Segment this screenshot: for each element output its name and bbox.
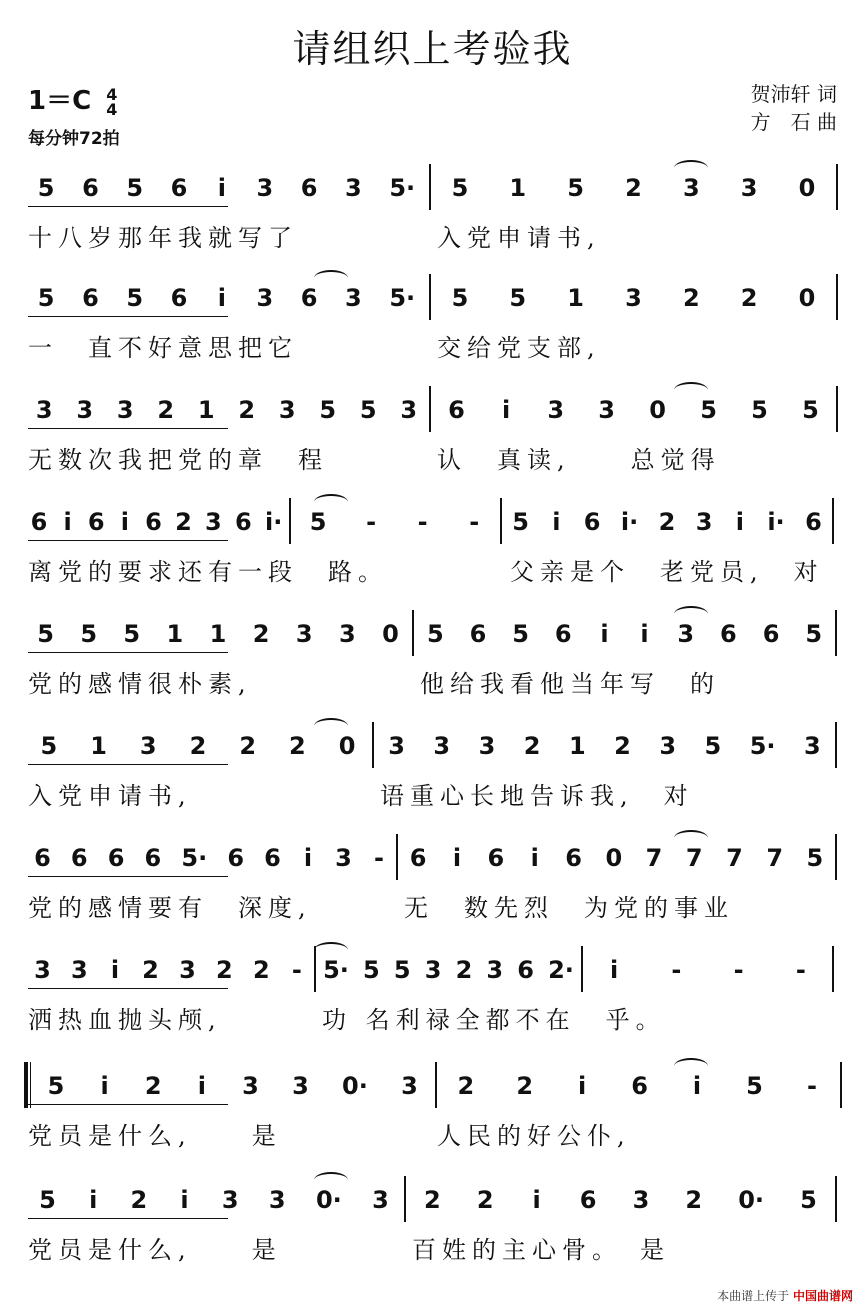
note: 3 — [76, 396, 94, 424]
note: 3 — [256, 174, 274, 202]
slur-mark — [314, 718, 348, 734]
note: 2 — [476, 1186, 494, 1214]
note: 0 — [382, 620, 399, 648]
note: 6 — [144, 844, 162, 872]
note: 5 — [509, 284, 527, 312]
note: 3 — [659, 732, 677, 760]
lyric-line: 百姓的主心骨。 是 — [412, 1236, 670, 1264]
lyric-line: 洒热血抛头颅, — [28, 1006, 222, 1034]
note: i — [100, 1072, 109, 1100]
score-system — [24, 270, 842, 380]
note: 1 — [567, 284, 584, 312]
note: 3 — [345, 174, 362, 202]
note: 5 — [802, 396, 819, 424]
note: 3 — [625, 284, 642, 312]
note: 5 — [37, 620, 54, 648]
note: 5 — [567, 174, 584, 202]
note: 3 — [116, 396, 134, 424]
note: 2 — [144, 1072, 162, 1100]
note: - — [373, 844, 384, 872]
note: 5 — [426, 620, 444, 648]
note: 5· — [389, 174, 416, 202]
note: i — [180, 1186, 189, 1214]
lyric-line: 交给党支部, — [437, 334, 601, 362]
note: 3 — [139, 732, 157, 760]
note: 2 — [455, 956, 473, 984]
score-system — [24, 382, 842, 492]
note: 0· — [315, 1186, 342, 1214]
measure — [24, 160, 429, 216]
note: 3 — [71, 956, 88, 984]
measure — [24, 382, 429, 438]
measure — [24, 606, 412, 662]
slur-mark — [674, 160, 708, 176]
lyric-line: 离党的要求还有一段 路。 — [28, 558, 388, 586]
note: 2· — [548, 956, 574, 984]
beam-line — [28, 764, 228, 765]
measure — [431, 382, 836, 438]
note: 3 — [205, 508, 222, 536]
site-logo: 中国曲谱网 — [792, 1289, 853, 1303]
note: 5 — [704, 732, 722, 760]
lyric-line: 十八岁那年我就写了 — [28, 224, 298, 252]
note: i· — [264, 508, 283, 536]
note: 6 — [448, 396, 465, 424]
note: 0 — [798, 174, 816, 202]
note: 5 — [512, 508, 529, 536]
note: 2 — [252, 956, 270, 984]
note: 0 — [649, 396, 666, 424]
note: 5 — [805, 620, 823, 648]
lyrics-row — [24, 218, 842, 254]
note: 3 — [34, 956, 51, 984]
note: 6 — [170, 174, 188, 202]
notes-row — [24, 494, 842, 550]
note: 5 — [806, 844, 824, 872]
beam-line — [28, 540, 228, 541]
note: 2 — [289, 732, 306, 760]
time-top: 4 — [106, 84, 118, 104]
note: 5 — [37, 284, 55, 312]
note: 6 — [565, 844, 582, 872]
note: 5 — [359, 396, 377, 424]
note: 5 — [451, 284, 469, 312]
score-system — [24, 1058, 842, 1168]
lyric-line: 入党申请书, — [28, 782, 192, 810]
note: 6 — [170, 284, 188, 312]
lyrics-row — [24, 440, 842, 476]
song-title: 请组织上考验我 — [292, 27, 573, 71]
repeat-barline — [24, 1062, 31, 1108]
notes-row — [24, 1058, 842, 1114]
note: 3 — [424, 956, 442, 984]
measure — [316, 942, 581, 998]
note: 6 — [145, 508, 162, 536]
barline — [832, 946, 834, 992]
note: - — [795, 956, 806, 984]
note: 5 — [126, 174, 144, 202]
measure — [398, 830, 835, 886]
note: 6 — [517, 956, 534, 984]
beam-line — [28, 988, 228, 989]
note: 3 — [486, 956, 504, 984]
note: 3 — [695, 508, 713, 536]
lyric-line: 认 真读, 总觉得 — [437, 446, 721, 474]
key-signature — [28, 80, 117, 117]
footer-credit — [717, 1287, 853, 1304]
slur-mark — [674, 606, 708, 622]
beam-line — [28, 1218, 228, 1219]
score-system — [24, 160, 842, 270]
note: 6 — [487, 844, 505, 872]
note: i — [89, 1186, 98, 1214]
note: 5· — [181, 844, 208, 872]
barline — [835, 1176, 837, 1222]
note: 2 — [239, 732, 257, 760]
barline — [836, 164, 838, 210]
measure — [24, 830, 396, 886]
time-bottom: 4 — [106, 99, 118, 119]
note: 3 — [242, 1072, 259, 1100]
lyric-line: 无 数先烈 为党的事业 — [404, 894, 734, 922]
note: 6 — [631, 1072, 648, 1100]
note: i — [63, 508, 72, 536]
note: 3 — [547, 396, 565, 424]
note: 3 — [345, 284, 362, 312]
note: 2 — [130, 1186, 148, 1214]
note: 3 — [677, 620, 695, 648]
note: 2 — [682, 284, 700, 312]
note: 1 — [509, 174, 527, 202]
note: 2 — [516, 1072, 534, 1100]
lyrics-row — [24, 328, 842, 364]
lyric-line: 党员是什么, 是 — [28, 1236, 282, 1264]
note: 5 — [800, 1186, 817, 1214]
lyrics-row — [24, 888, 842, 924]
beam-line — [28, 428, 228, 429]
note: 3 — [338, 620, 356, 648]
note: 3 — [598, 396, 615, 424]
note: 5 — [309, 508, 327, 536]
lyric-line: 党员是什么, 是 — [28, 1122, 282, 1150]
slur-mark — [314, 494, 348, 510]
measure — [502, 494, 832, 550]
note: i· — [620, 508, 639, 536]
note: 6 — [579, 1186, 597, 1214]
note: 2 — [189, 732, 207, 760]
note: 3 — [221, 1186, 239, 1214]
barline — [835, 722, 837, 768]
note: 3 — [632, 1186, 650, 1214]
note: i· — [767, 508, 785, 536]
lyric-line: 党的感情要有 深度, — [28, 894, 312, 922]
note: i — [640, 620, 649, 648]
note: 3 — [278, 396, 296, 424]
note: 2 — [625, 174, 642, 202]
note: 5 — [451, 174, 469, 202]
note: - — [733, 956, 744, 984]
note: 5 — [39, 1186, 56, 1214]
barline — [832, 498, 834, 544]
composer-credit: 方 石 曲 — [750, 110, 837, 134]
lyric-line: 人民的好公仆, — [437, 1122, 631, 1150]
note: 7 — [726, 844, 743, 872]
note: i — [501, 396, 511, 424]
score-system — [24, 718, 842, 828]
note: 1 — [166, 620, 184, 648]
note: 5 — [751, 396, 768, 424]
note: 6 — [300, 284, 318, 312]
note: 5 — [123, 620, 141, 648]
note: 6 — [107, 844, 125, 872]
note: 2 — [740, 284, 758, 312]
note: 6 — [409, 844, 427, 872]
note: i — [197, 1072, 206, 1100]
note: 5 — [47, 1072, 65, 1100]
note: 0· — [342, 1072, 368, 1100]
lyric-line: 语重心长地告诉我, 对 — [380, 782, 694, 810]
lyric-line: 功 名利禄全都不在 乎。 — [322, 1006, 666, 1034]
lyrics-row — [24, 1230, 842, 1266]
note: 1 — [90, 732, 107, 760]
lyric-line: 他给我看他当年写 的 — [420, 670, 720, 698]
beam-line — [28, 1104, 228, 1105]
measure — [24, 942, 314, 998]
note: 6 — [264, 844, 281, 872]
slur-mark — [314, 270, 348, 286]
note: 3 — [256, 284, 274, 312]
time-signature — [106, 84, 118, 119]
score-system — [24, 606, 842, 716]
note: i — [532, 1186, 541, 1214]
note: i — [110, 956, 120, 984]
notes-row — [24, 606, 842, 662]
note: - — [366, 508, 377, 536]
notes-row — [24, 270, 842, 326]
note: 6 — [34, 844, 51, 872]
note: i — [452, 844, 462, 872]
note: 5 — [700, 396, 717, 424]
measure — [431, 270, 836, 326]
note: i — [217, 174, 227, 202]
note: 3 — [335, 844, 352, 872]
score-system — [24, 1172, 842, 1282]
note: 5· — [323, 956, 349, 984]
score-system — [24, 942, 842, 1052]
note: 1 — [197, 396, 215, 424]
note: i — [610, 956, 619, 984]
note: 2 — [157, 396, 175, 424]
note: 3 — [682, 174, 700, 202]
note: 3 — [179, 956, 196, 984]
note: i — [552, 508, 561, 536]
measure — [24, 270, 429, 326]
note: 2 — [658, 508, 676, 536]
notes-row — [24, 1172, 842, 1228]
note: 1 — [209, 620, 227, 648]
lyrics-row — [24, 664, 842, 700]
note: i — [735, 508, 744, 536]
lyricist-credit: 贺沛轩 词 — [750, 82, 837, 106]
note: 3 — [268, 1186, 286, 1214]
note: - — [291, 956, 302, 984]
beam-line — [28, 316, 228, 317]
note: 7 — [766, 844, 784, 872]
beam-line — [28, 876, 228, 877]
measure — [431, 160, 836, 216]
note: 2 — [424, 1186, 441, 1214]
beam-line — [28, 652, 228, 653]
note: 3 — [292, 1072, 309, 1100]
note: 0 — [605, 844, 623, 872]
note: 2 — [238, 396, 256, 424]
note: 2 — [216, 956, 233, 984]
note: 6 — [300, 174, 318, 202]
note: 5 — [80, 620, 98, 648]
note: 6 — [70, 844, 88, 872]
note: 5 — [40, 732, 58, 760]
note: 5 — [363, 956, 380, 984]
measure — [437, 1058, 841, 1114]
note: 3 — [372, 1186, 389, 1214]
note: 5 — [126, 284, 144, 312]
note: 0 — [798, 284, 816, 312]
measure — [406, 1172, 835, 1228]
note: 5· — [749, 732, 776, 760]
note: 2 — [457, 1072, 475, 1100]
note: 6 — [235, 508, 252, 536]
note: 3 — [401, 1072, 418, 1100]
barline — [840, 1062, 842, 1108]
barline — [836, 274, 838, 320]
measure — [583, 942, 832, 998]
note: 6 — [554, 620, 572, 648]
note: 6 — [720, 620, 737, 648]
note: 7 — [685, 844, 703, 872]
lyrics-row — [24, 1116, 842, 1152]
barline — [836, 386, 838, 432]
note: i — [692, 1072, 702, 1100]
note: - — [469, 508, 480, 536]
tempo-marking: 每分钟72拍 — [28, 129, 120, 149]
note: 3 — [35, 396, 53, 424]
barline — [835, 610, 837, 656]
note: 2 — [685, 1186, 703, 1214]
note: 6 — [762, 620, 780, 648]
note: 5· — [389, 284, 416, 312]
slur-mark — [674, 382, 708, 398]
note: 0· — [738, 1186, 765, 1214]
note: 2 — [614, 732, 631, 760]
lyric-line: 一 直不好意思把它 — [28, 334, 298, 362]
slur-mark — [674, 1058, 708, 1074]
note: 6 — [82, 284, 99, 312]
beam-line — [28, 206, 228, 207]
lyric-line: 父亲是个 老党员, 对 — [510, 558, 824, 586]
lyrics-row — [24, 776, 842, 812]
note: 5 — [746, 1072, 763, 1100]
note: 5 — [512, 620, 529, 648]
note: 5 — [319, 396, 337, 424]
note: i — [578, 1072, 587, 1100]
note: 2 — [142, 956, 159, 984]
lyrics-row — [24, 1000, 842, 1036]
note: 3 — [478, 732, 496, 760]
note: 6 — [30, 508, 48, 536]
note: 3 — [433, 732, 451, 760]
note: i — [600, 620, 609, 648]
note: 3 — [400, 396, 418, 424]
note: i — [530, 844, 539, 872]
note: i — [217, 284, 227, 312]
note: 6 — [87, 508, 105, 536]
lyrics-row — [24, 552, 842, 588]
notes-row — [24, 382, 842, 438]
note: i — [303, 844, 313, 872]
note: 2 — [252, 620, 270, 648]
lyric-line: 入党申请书, — [437, 224, 601, 252]
note: - — [671, 956, 682, 984]
note: 1 — [568, 732, 586, 760]
score-system — [24, 494, 842, 604]
note: i — [120, 508, 129, 536]
slur-mark — [314, 942, 348, 958]
note: - — [806, 1072, 817, 1100]
notes-row — [24, 718, 842, 774]
note: 6 — [583, 508, 601, 536]
notes-row — [24, 830, 842, 886]
note: 5 — [393, 956, 411, 984]
note: 3 — [295, 620, 313, 648]
notes-row — [24, 160, 842, 216]
footer-text: 本曲谱上传于 — [717, 1289, 790, 1303]
key-label: 1＝C — [28, 86, 92, 116]
note: 6 — [469, 620, 487, 648]
notes-row — [24, 942, 842, 998]
note: 3 — [804, 732, 821, 760]
note: 2 — [175, 508, 192, 536]
measure — [374, 718, 835, 774]
lyric-line: 无数次我把党的章 程 — [28, 446, 328, 474]
note: 3 — [740, 174, 758, 202]
note: 7 — [645, 844, 663, 872]
note: - — [417, 508, 428, 536]
barline — [835, 834, 837, 880]
score-system — [24, 830, 842, 940]
lyric-line: 党的感情很朴素, — [28, 670, 252, 698]
slur-mark — [674, 830, 708, 846]
note: 0 — [338, 732, 356, 760]
slur-mark — [314, 1172, 348, 1188]
note: 2 — [523, 732, 541, 760]
note: 6 — [82, 174, 99, 202]
measure — [24, 494, 289, 550]
measure — [31, 1058, 435, 1114]
measure — [414, 606, 835, 662]
note: 3 — [388, 732, 405, 760]
note: 6 — [805, 508, 822, 536]
note: 6 — [227, 844, 245, 872]
note: 5 — [37, 174, 55, 202]
